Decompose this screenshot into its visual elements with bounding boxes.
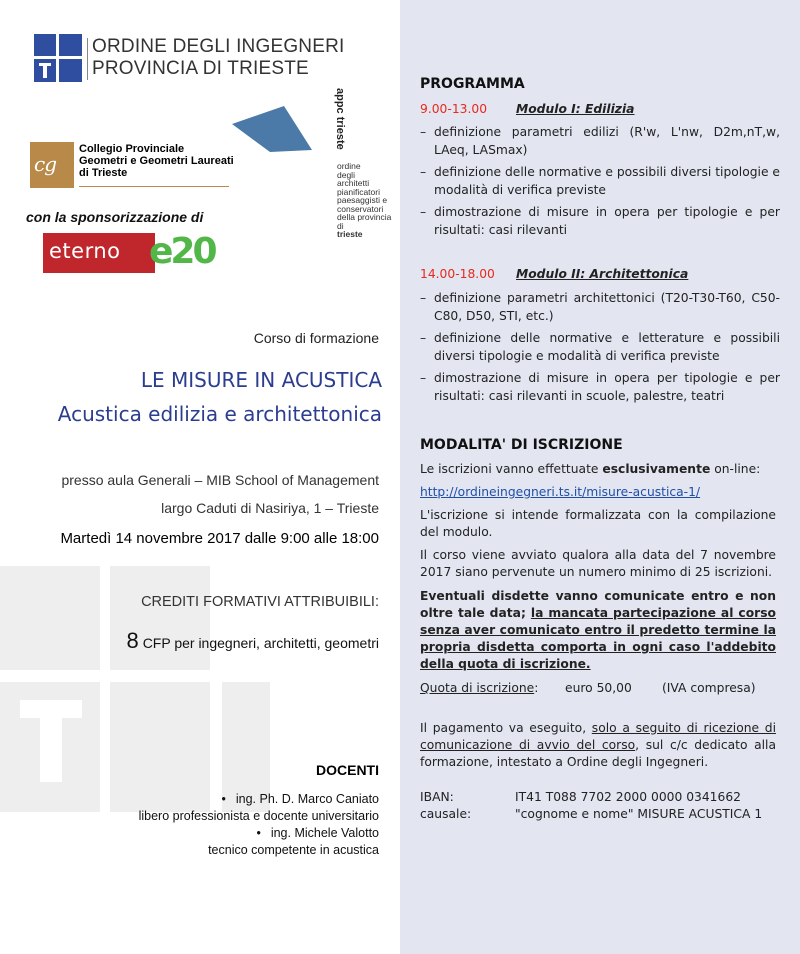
geo-line: di Trieste — [79, 167, 128, 179]
docente-2-name: ing. Michele Valotto — [270, 826, 379, 840]
iscrizione-minimo: Il corso viene avviato qualora alla data del 7 novembre 2017 siano pervenute un numero minimo di 25 iscrizioni. — [420, 548, 776, 579]
programma-heading: PROGRAMMA — [420, 76, 525, 92]
quota-label: Quota di iscrizione — [420, 681, 535, 695]
iscrizione-intro — [420, 461, 760, 478]
docente-1-name: ing. Ph. D. Marco Caniato — [235, 792, 379, 806]
disdette-text: Eventuali disdette vanno comunicate entro e non oltre tale data; — [420, 589, 776, 620]
appc-vertical-text: appc trieste — [334, 88, 346, 150]
quota-note: (IVA compresa) — [662, 681, 756, 695]
e20-mark: e20 — [149, 231, 215, 272]
course-date: Martedì 14 novembre 2017 dalle 9:00 alle 18:00 — [60, 530, 379, 547]
pagamento-paragraph — [420, 720, 776, 771]
org-name-line1: ORDINE DEGLI INGEGNERI — [92, 36, 345, 57]
sponsor-label: con la sponsorizzazione di — [26, 209, 204, 225]
right-panel — [400, 0, 800, 954]
watermark-t-top-mid — [110, 566, 210, 670]
geo-mark: cg — [34, 152, 57, 176]
module-1-item — [420, 163, 780, 199]
module-2-item-text: dimostrazione di misure in opera per tipologie e per risultati: casi rilevanti in scuole, palestre, teatri — [434, 371, 780, 403]
geo-line: Geometri e Geometri Laureati — [79, 155, 234, 167]
module-1-item-text: definizione delle normative e possibili diversi tipologie e modalità di verifica previste — [434, 165, 780, 197]
org-name-divider — [87, 38, 88, 80]
registration-link[interactable]: http://ordineingegneri.ts.it/misure-acustica-1/ — [420, 485, 701, 499]
module-2-item — [420, 289, 780, 325]
watermark-t-stem — [40, 718, 62, 782]
geo-underline — [79, 186, 229, 187]
credits-text: CFP per ingegneri, architetti, geometri — [142, 635, 379, 651]
geo-line: Collegio Provinciale — [79, 143, 185, 155]
dash: – — [420, 125, 427, 139]
bullet: • — [221, 792, 226, 806]
course-title: LE MISURE IN ACUSTICA — [140, 368, 382, 392]
quota-colon: : — [534, 681, 539, 695]
credits-number: 8 — [126, 628, 139, 653]
intro-text: Le iscrizioni vanno effettuate — [420, 462, 603, 476]
module-1-item — [420, 203, 780, 239]
watermark-t-top-left — [0, 566, 100, 670]
module-2-header — [420, 266, 688, 283]
course-label: Corso di formazione — [253, 330, 379, 346]
module-2-item-text: definizione delle normative e letterature e possibili diversi tipologie e modalità di verifica previste — [434, 331, 780, 363]
causale-value: "cognome e nome" MISURE ACUSTICA 1 — [515, 807, 763, 821]
module-2-item — [420, 329, 780, 365]
quota-value: euro 50,00 — [565, 681, 632, 695]
docente-1-role: libero professionista e docente universitario — [138, 809, 379, 823]
collegio-geometri-name — [79, 143, 234, 179]
ordine-ingegneri-name — [92, 36, 345, 80]
module-1-item — [420, 123, 780, 159]
bullet: • — [256, 826, 261, 840]
iban-label: IBAN: — [420, 790, 454, 804]
intro-emphasis: esclusivamente — [602, 462, 711, 476]
appc-line: della provincia di — [337, 212, 392, 231]
module-2-time: 14.00-18.00 — [420, 267, 495, 281]
appc-line: architetti — [337, 178, 370, 188]
docente-2-name-line — [256, 826, 379, 840]
disdette-paragraph — [420, 588, 776, 673]
credits-line — [127, 628, 379, 654]
appc-line: conservatori — [337, 203, 384, 214]
pagamento-text-end: , sul c/c dedicato alla formazione, intestato a Ordine degli Ingegneri. — [420, 738, 777, 769]
course-subtitle: Acustica edilizia e architettonica — [57, 402, 382, 426]
appc-line: paesaggisti e — [337, 195, 388, 205]
venue-line-2: largo Caduti di Nasiriya, 1 – Trieste — [161, 500, 379, 516]
module-2-item — [420, 369, 780, 405]
module-2-title: Modulo II: Architettonica — [516, 267, 689, 281]
venue-line-1: presso aula Generali – MIB School of Management — [61, 472, 379, 488]
module-1-title: Modulo I: Edilizia — [516, 102, 635, 116]
module-1-header — [420, 101, 634, 118]
disdette-underlined: la mancata partecipazione al corso senza aver comunicato entro il predetto termine la propria disdetta comporta in ogni caso l'addebito della quota di iscrizione. — [420, 606, 776, 671]
collegio-geometri-logo — [30, 142, 74, 188]
appc-name — [337, 162, 400, 239]
appc-line: degli — [337, 169, 355, 180]
module-1-item-text: dimostrazione di misure in opera per tipologie e per risultati: casi rilevanti — [434, 205, 780, 237]
docente-1-name-line — [221, 792, 379, 806]
dash: – — [420, 165, 427, 179]
quota-line — [420, 680, 538, 697]
eterno-e20-logo — [43, 231, 215, 273]
pagamento-underlined: solo a seguito di ricezione di comunicazione di avvio del corso — [420, 721, 776, 752]
appc-line: ordine — [337, 161, 361, 171]
org-name-line2: PROVINCIA DI TRIESTE — [92, 58, 309, 79]
dash: – — [420, 331, 427, 345]
appc-logo-shape — [232, 106, 312, 156]
dash: – — [420, 371, 427, 385]
iban-value: IT41 T088 7702 2000 0000 0341662 — [515, 790, 741, 804]
module-2-item-text: definizione parametri architettonici (T20-T30-T60, C50-C80, D50, STI, etc.) — [434, 291, 780, 323]
module-1-time: 9.00-13.00 — [420, 102, 488, 116]
causale-label: causale: — [420, 807, 472, 821]
appc-line-bold: trieste — [337, 229, 363, 239]
dash: – — [420, 205, 427, 219]
iscrizione-heading: MODALITA' DI ISCRIZIONE — [420, 437, 623, 453]
iscrizione-formalizzata: L'iscrizione si intende formalizzata con la compilazione del modulo. — [420, 508, 776, 539]
pagamento-text: Il pagamento va eseguito, — [420, 721, 592, 735]
eterno-text: eterno — [49, 239, 121, 263]
watermark-t-bottom-mid — [110, 682, 210, 812]
module-1-item-text: definizione parametri edilizi (R'w, L'nw, D2m,nT,w, LAeq, LASmax) — [434, 125, 780, 157]
appc-line: pianificatori — [337, 186, 380, 197]
appc-vertical-label — [334, 88, 348, 158]
docente-2-role: tecnico competente in acustica — [208, 843, 379, 857]
watermark-t-bar — [20, 700, 82, 718]
dash: – — [420, 291, 427, 305]
ordine-ingegneri-logo — [34, 34, 82, 82]
intro-text-end: on-line: — [710, 462, 761, 476]
credits-heading: CREDITI FORMATIVI ATTRIBUIBILI: — [141, 594, 379, 610]
docenti-heading: DOCENTI — [316, 762, 379, 778]
